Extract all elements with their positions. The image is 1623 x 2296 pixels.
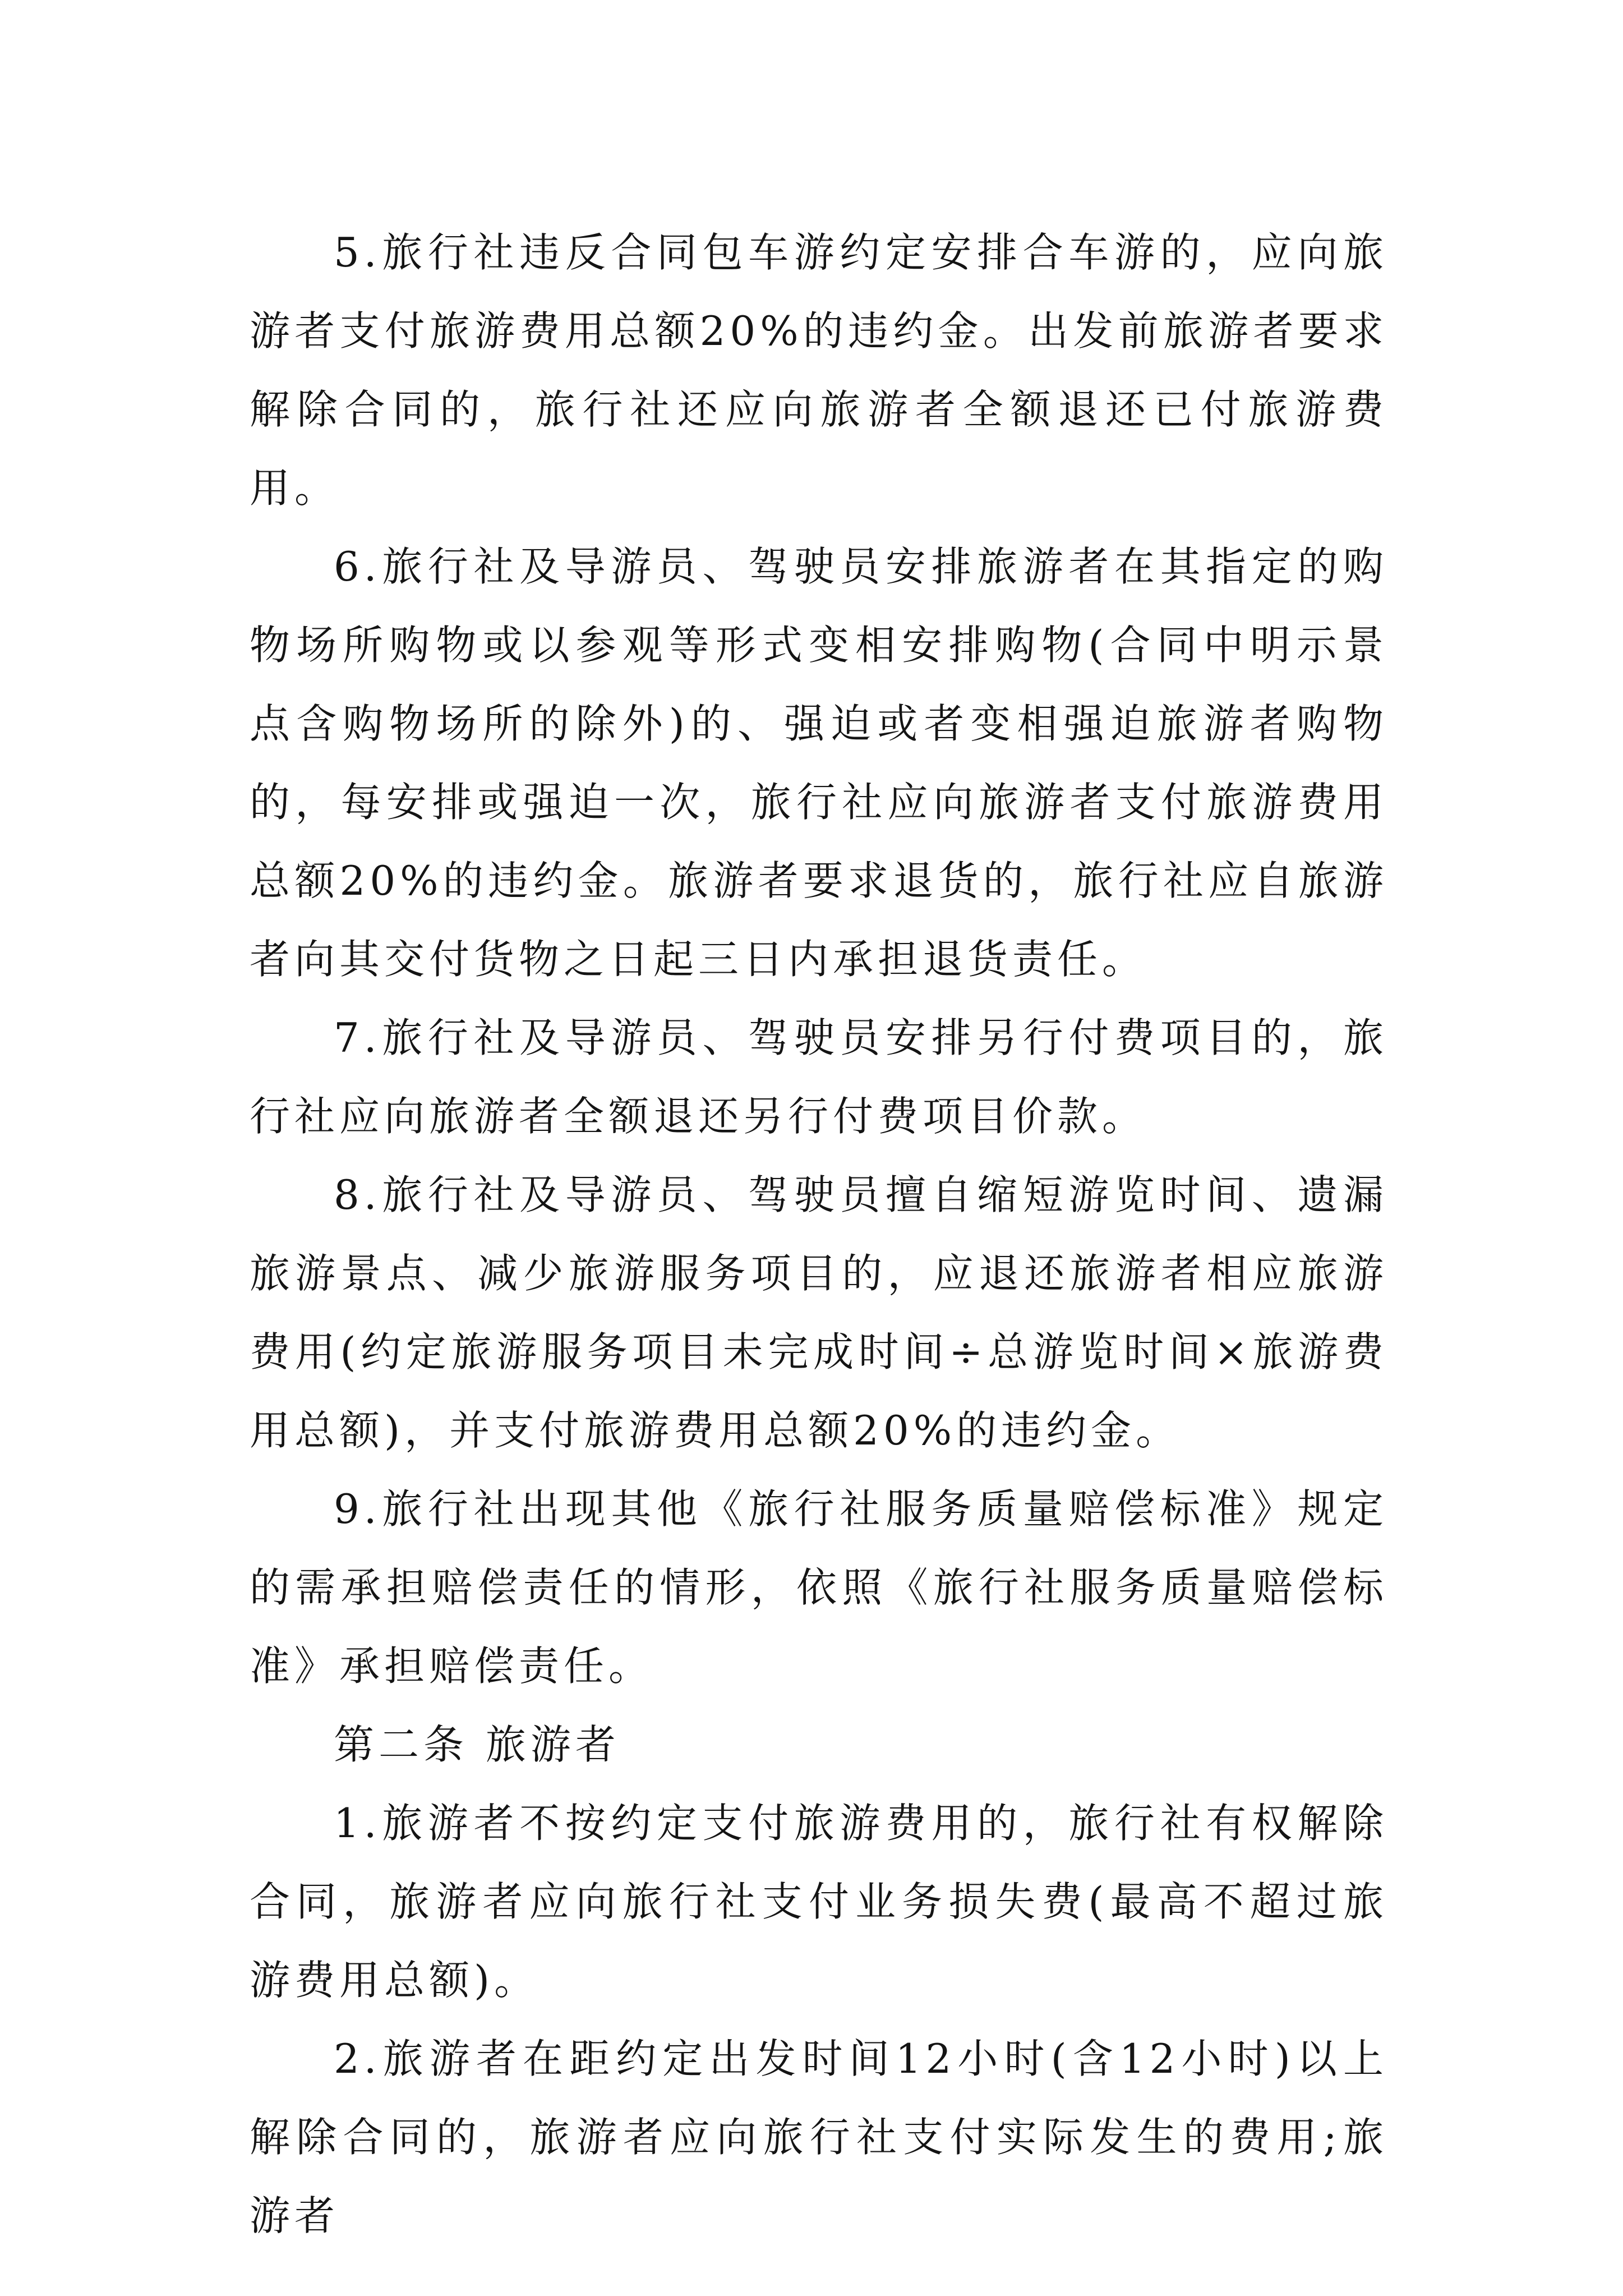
clause-paragraph-7: 7.旅行社及导游员、驾驶员安排另行付费项目的，旅行社应向旅游者全额退还另行付费项目价款。 [250,1014,1388,1140]
clause-paragraph-8: 8.旅行社及导游员、驾驶员擅自缩短游览时间、遗漏旅游景点、减少旅游服务项目的，应退还旅游者相应旅游费用(约定旅游服务项目未完成时间÷总游览时间×旅游费用总额)，并支付旅游费用总额20%的违约金。 [250,1171,1388,1454]
section-heading-article-2: 第二条 旅游者 [334,1721,620,1768]
traveler-clause-2: 2.旅游者在距约定出发时间12小时(含12小时)以上解除合同的，旅游者应向旅行社支付实际发生的费用;旅游者 [250,2035,1388,2239]
document-body [250,213,1388,2255]
clause-paragraph-6: 6.旅行社及导游员、驾驶员安排旅游者在其指定的购物场所购物或以参观等形式变相安排购物(合同中明示景点含购物场所的除外)的、强迫或者变相强迫旅游者购物的，每安排或强迫一次，旅行社应向旅游者支付旅游费用总额20%的违约金。旅游者要求退货的，旅行社应自旅游者向其交付货物之日起三日内承担退货责任。 [250,543,1388,983]
traveler-clause-1: 1.旅游者不按约定支付旅游费用的，旅行社有权解除合同，旅游者应向旅行社支付业务损失费(最高不超过旅游费用总额)。 [250,1800,1388,2004]
clause-paragraph-9: 9.旅行社出现其他《旅行社服务质量赔偿标准》规定的需承担赔偿责任的情形，依照《旅行社服务质量赔偿标准》承担赔偿责任。 [250,1485,1388,1690]
clause-paragraph-5: 5.旅行社违反合同包车游约定安排合车游的，应向旅游者支付旅游费用总额20%的违约金。出发前旅游者要求解除合同的，旅行社还应向旅游者全额退还已付旅游费用。 [250,229,1388,512]
